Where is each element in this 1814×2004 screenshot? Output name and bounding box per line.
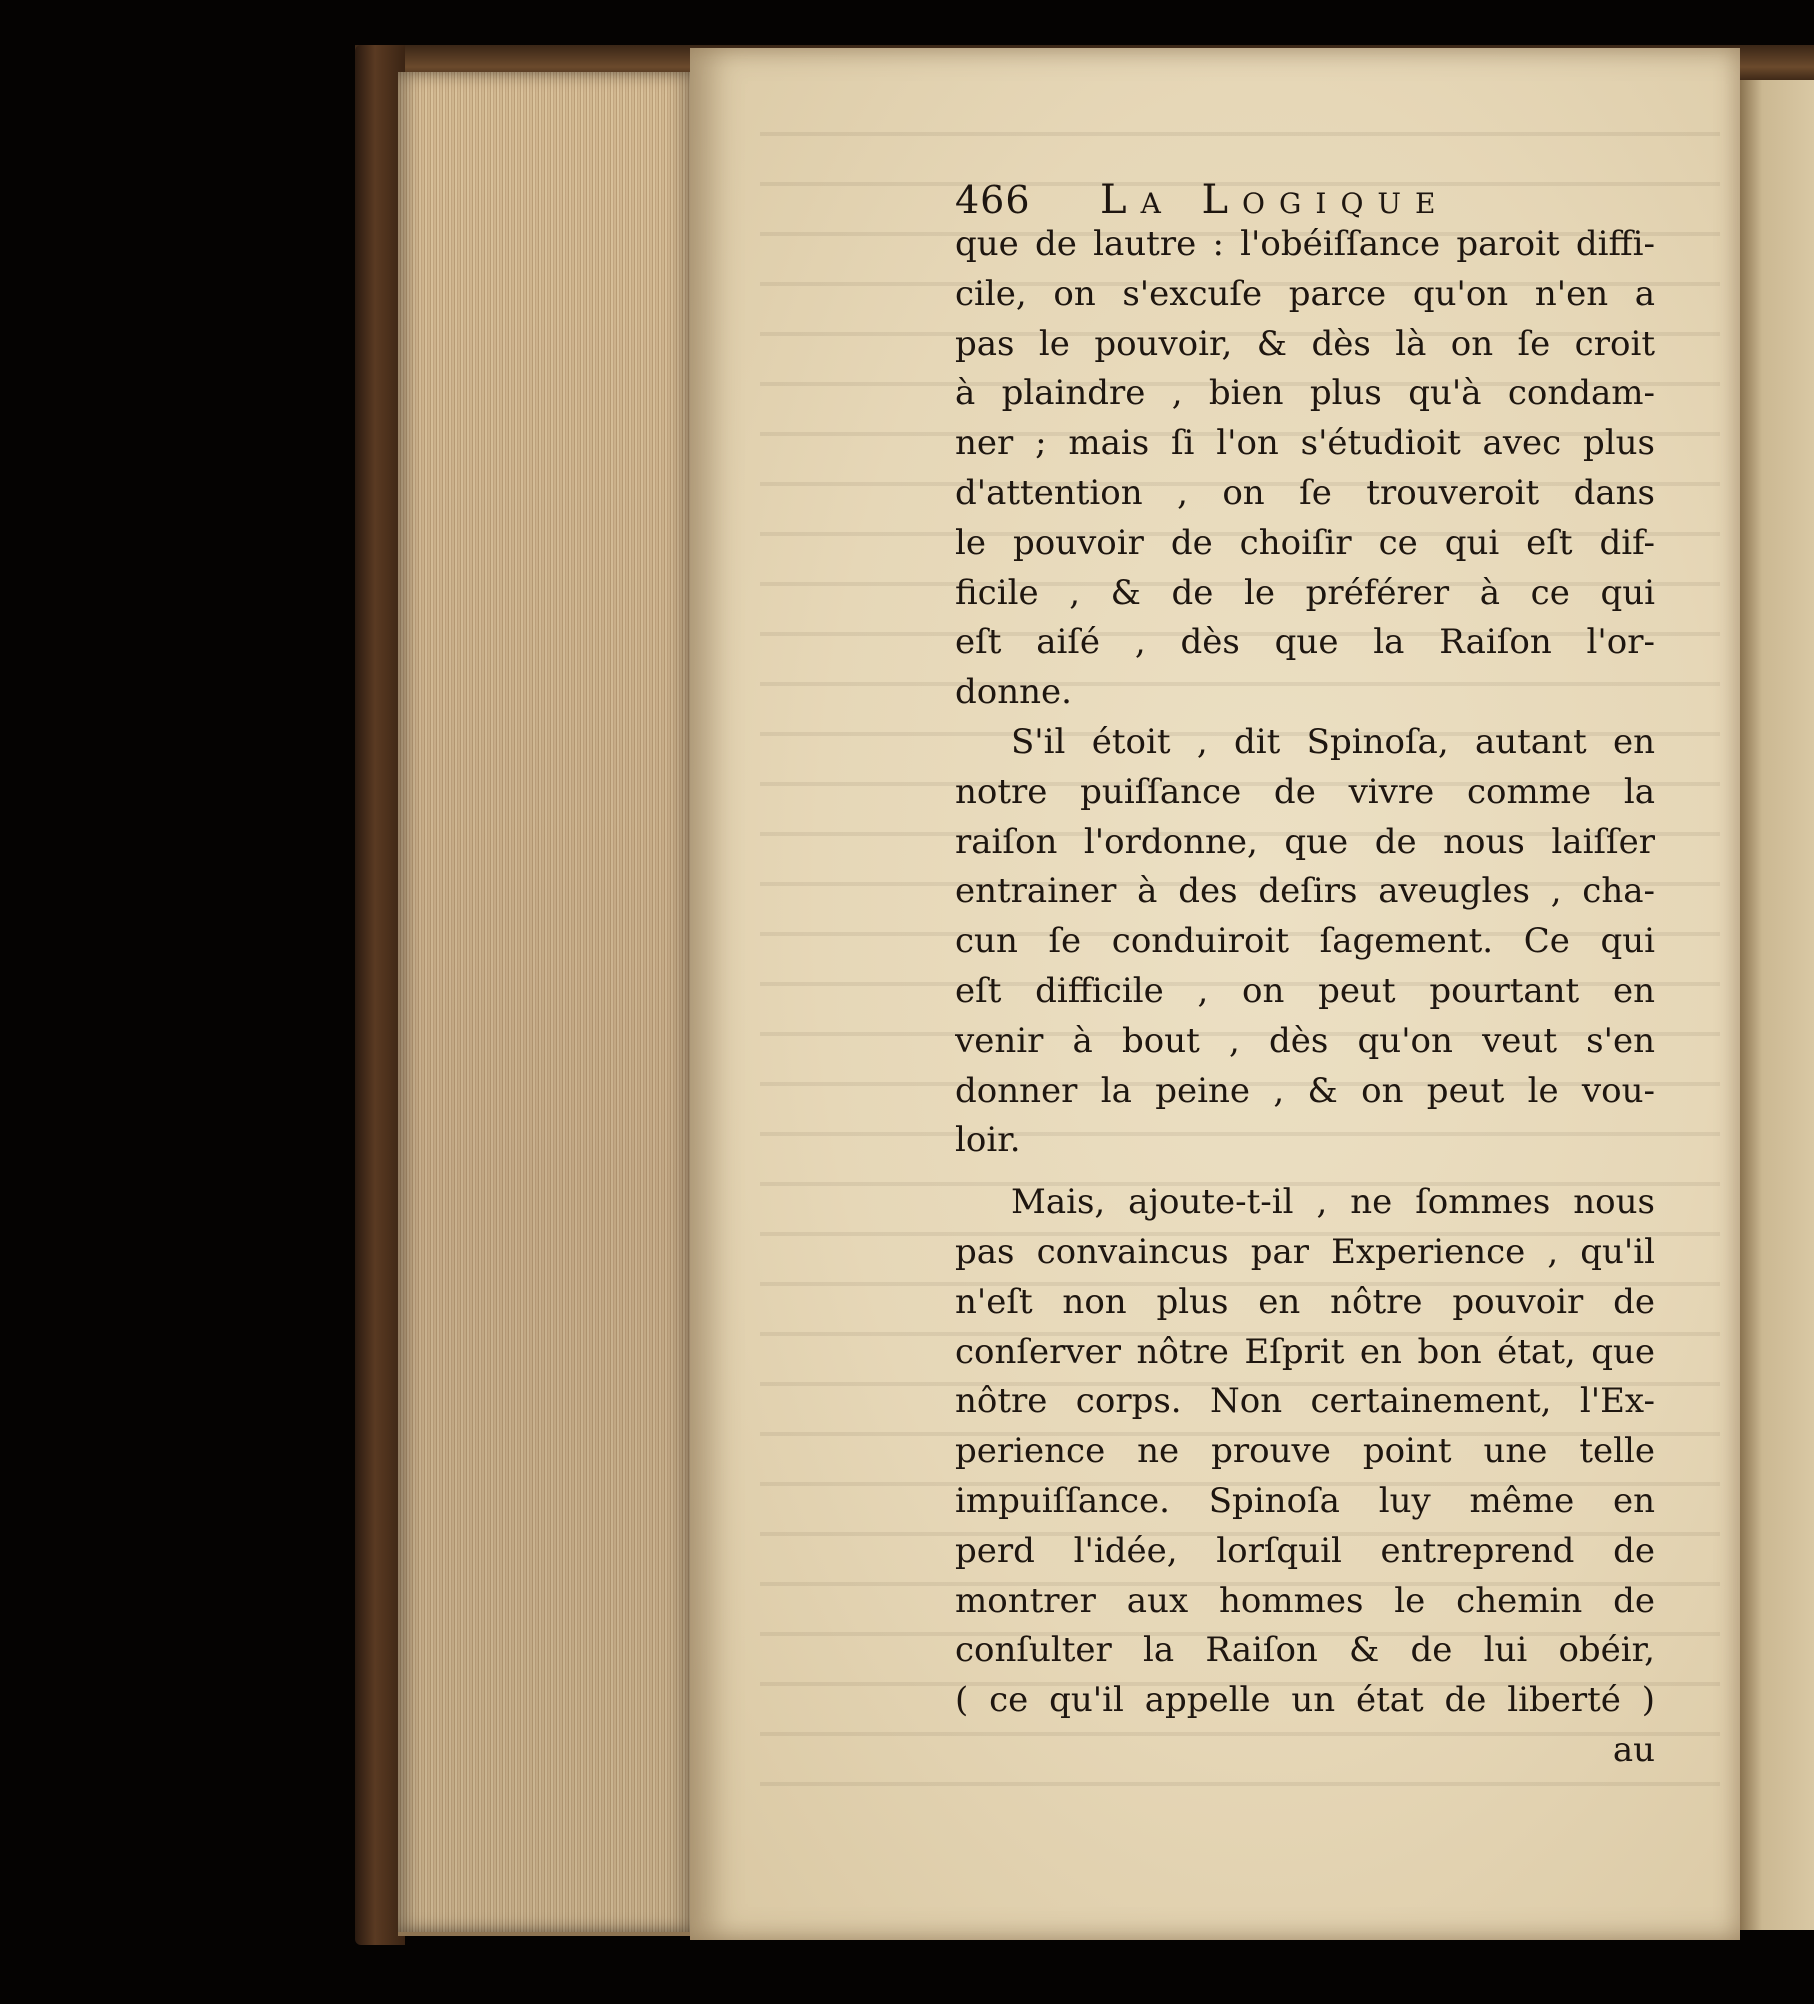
text-line: impuiſſance. Spinoſa luy même en	[955, 1480, 1655, 1521]
running-title: La Logique	[1100, 177, 1450, 223]
paragraph-gap	[955, 1166, 1655, 1178]
text-line: le pouvoir de choiſir ce qui eſt dif-	[955, 522, 1655, 563]
text-line: donner la peine , & on peut le vou-	[955, 1070, 1655, 1111]
text-line: entrainer à des deſirs aveugles , cha-	[955, 871, 1655, 912]
text-line: nôtre corps. Non certainement, l'Ex-	[955, 1381, 1655, 1422]
text-line: raiſon l'ordonne, que de nous laiſſer	[955, 821, 1655, 862]
text-line: venir à bout , dès qu'on veut s'en	[955, 1020, 1655, 1061]
text-line: cun ſe conduiroit ſagement. Ce qui	[955, 921, 1655, 962]
catchword: au	[1612, 1729, 1655, 1770]
paragraph-1	[955, 220, 1655, 718]
text-line: cile, on s'excuſe parce qu'on n'en a	[955, 273, 1655, 314]
text-line: perience ne prouve point une telle	[955, 1431, 1655, 1472]
text-line: eſt difficile , on peut pourtant en	[955, 970, 1655, 1011]
text-line: ficile , & de le préférer à ce qui	[955, 572, 1655, 613]
running-head	[955, 176, 1655, 223]
paragraph-2	[955, 718, 1655, 1166]
text-line: ( ce qu'il appelle un état de liberté )	[955, 1680, 1655, 1721]
paragraph-3	[955, 1178, 1655, 1726]
text-line: notre puiſſance de vivre comme la	[955, 771, 1655, 812]
text-line: S'il étoit , dit Spinoſa, autant en	[1011, 721, 1655, 762]
text-line: à plaindre , bien plus qu'à condam-	[955, 373, 1655, 414]
text-line: ner ; mais ſi l'on s'étudioit avec plus	[955, 423, 1655, 464]
text-line: donne.	[955, 672, 1072, 713]
text-line: montrer aux hommes le chemin de	[955, 1580, 1655, 1621]
text-line: conſerver nôtre Eſprit en bon état, que	[955, 1331, 1655, 1372]
text-line: loir.	[955, 1120, 1021, 1161]
text-line: conſulter la Raiſon & de lui obéir,	[955, 1630, 1655, 1671]
page-block-edges	[398, 72, 698, 1936]
text-line: perd l'idée, lorſquil entreprend de	[955, 1530, 1655, 1571]
page-text-block	[955, 176, 1655, 1776]
text-line: d'attention , on ſe trouveroit dans	[955, 472, 1655, 513]
text-line: que de lautre : l'obéiſſance paroit diffi-	[955, 224, 1655, 264]
page-number: 466	[955, 178, 1031, 222]
facing-page-edge	[1740, 80, 1814, 1930]
text-line: pas convaincus par Experience , qu'il	[955, 1231, 1655, 1272]
text-line: n'eſt non plus en nôtre pouvoir de	[955, 1281, 1655, 1322]
text-line: Mais, ajoute-t-il , ne ſommes nous	[1011, 1182, 1655, 1223]
text-line: eſt aiſé , dès que la Raiſon l'or-	[955, 622, 1655, 663]
text-line: pas le pouvoir, & dès là on ſe croit	[955, 323, 1655, 364]
